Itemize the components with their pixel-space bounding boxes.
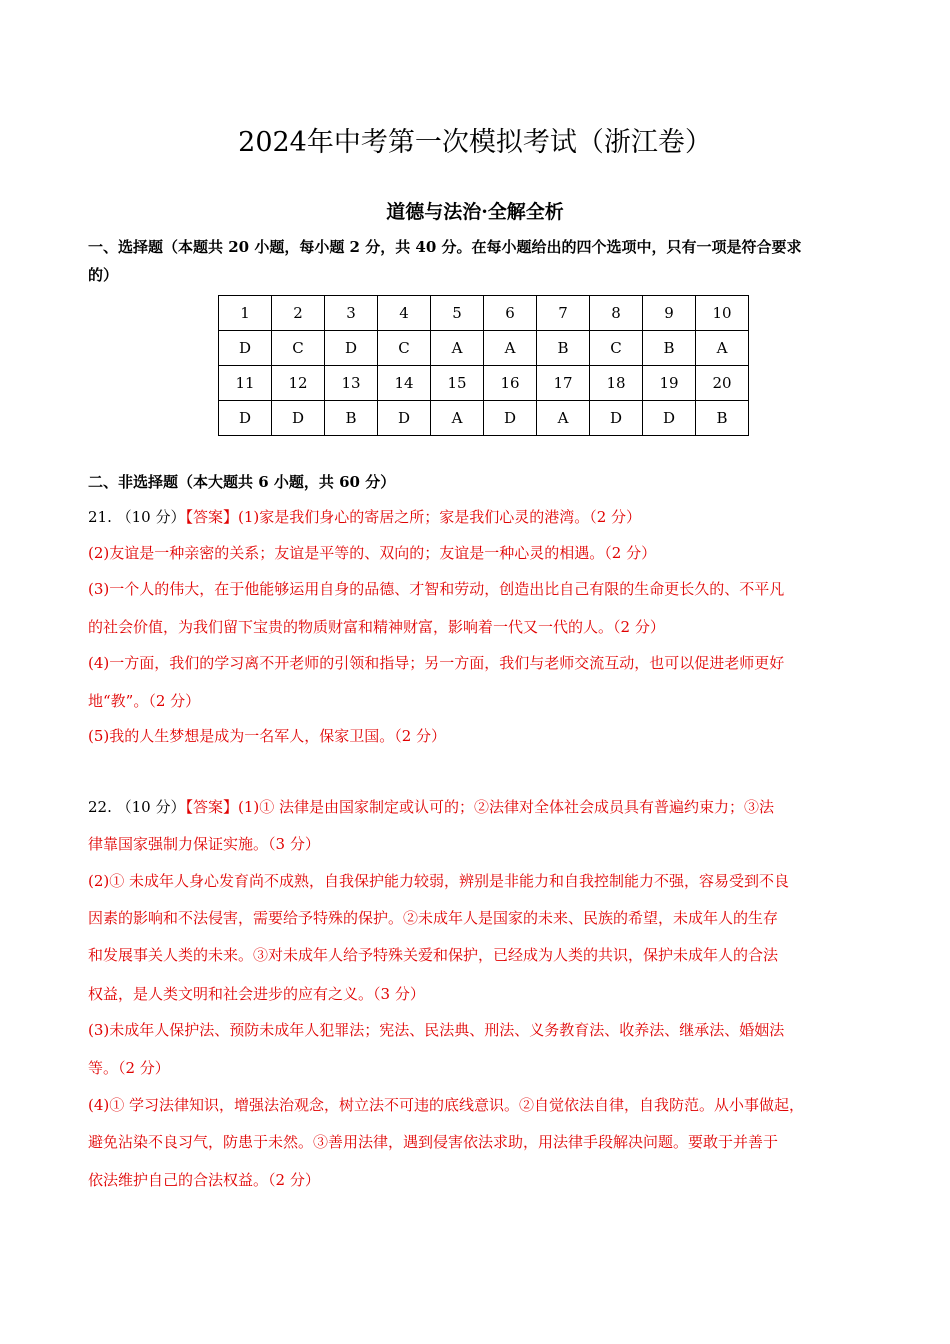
question-number-cell: 6	[484, 296, 537, 331]
page-subtitle: 道德与法治·全解全析	[386, 201, 564, 223]
answer-cell: A	[537, 401, 590, 436]
answer-cell: A	[484, 331, 537, 366]
question-number-cell: 14	[378, 366, 431, 401]
q22-line-1	[88, 796, 774, 817]
question-number-cell: 13	[325, 366, 378, 401]
answer-cell: B	[537, 331, 590, 366]
answer-cell: D	[272, 401, 325, 436]
answer-cell: D	[643, 401, 696, 436]
answer-cell: D	[219, 401, 272, 436]
answer-table-row	[219, 331, 749, 366]
q21-line-6: 地“教”。（2 分）	[88, 692, 201, 710]
question-number-cell: 19	[643, 366, 696, 401]
question-number-cell: 8	[590, 296, 643, 331]
q21-line-4: 的社会价值，为我们留下宝贵的物质财富和精神财富，影响着一代又一代的人。（2 分）	[88, 618, 665, 636]
question-number-cell: 12	[272, 366, 325, 401]
question-number-cell: 18	[590, 366, 643, 401]
answer-cell: B	[696, 401, 749, 436]
question-number-cell: 15	[431, 366, 484, 401]
question-number-cell: 2	[272, 296, 325, 331]
question-number-cell: 16	[484, 366, 537, 401]
q21-answer-text: (1)家是我们身心的寄居之所；家是我们心灵的港湾。（2 分）	[238, 508, 642, 526]
q21-answer-tag: 【答案】	[185, 508, 238, 526]
q22-line-3: (2)① 未成年人身心发育尚不成熟，自我保护能力较弱，辨别是非能力和自我控制能力不强，容易受到不良	[88, 872, 790, 890]
question-number-cell: 9	[643, 296, 696, 331]
q22-answer-text: (1)① 法律是由国家制定或认可的；②法律对全体社会成员具有普遍约束力；③法	[238, 798, 775, 816]
question-number-cell: 7	[537, 296, 590, 331]
answer-cell: A	[431, 401, 484, 436]
q21-line-3: (3)一个人的伟大，在于他能够运用自身的品德、才智和劳动，创造出比自己有限的生命更长久的、不平凡	[88, 580, 785, 598]
answer-cell: D	[590, 401, 643, 436]
answer-cell: D	[325, 331, 378, 366]
answer-cell: C	[378, 331, 431, 366]
question-number-cell: 1	[219, 296, 272, 331]
answer-table	[218, 295, 749, 436]
answer-table-row	[219, 366, 749, 401]
q21-line-7: (5)我的人生梦想是成为一名军人，保家卫国。（2 分）	[88, 727, 447, 745]
q22-line-10: 避免沾染不良习气，防患于未然。③善用法律，遇到侵害依法求助，用法律手段解决问题。要敢于并善于	[88, 1133, 779, 1151]
question-number-cell: 20	[696, 366, 749, 401]
page-title: 2024年中考第一次模拟考试（浙江卷）	[238, 127, 712, 158]
section-1-heading	[88, 233, 878, 289]
q21-line-5: (4)一方面，我们的学习离不开老师的引领和指导；另一方面，我们与老师交流互动，也可以促进老师更好	[88, 654, 785, 672]
answer-table-row	[219, 296, 749, 331]
q22-answer-tag: 【答案】	[185, 798, 238, 816]
answer-table-row	[219, 401, 749, 436]
q22-line-11: 依法维护自己的合法权益。（2 分）	[88, 1171, 320, 1189]
question-number-cell: 5	[431, 296, 484, 331]
q22-line-9: (4)① 学习法律知识，增强法治观念，树立法不可违的底线意识。②自觉依法自律，自我防范。从小事做起，	[88, 1096, 805, 1114]
answer-cell: B	[325, 401, 378, 436]
q22-line-8: 等。（2 分）	[88, 1059, 170, 1077]
q22-line-5: 和发展事关人类的未来。③对未成年人给予特殊关爱和保护，已经成为人类的共识，保护未成年人的合法	[88, 946, 779, 964]
section-1-line-2: 的）	[88, 266, 119, 284]
answer-cell: A	[696, 331, 749, 366]
question-number-cell: 10	[696, 296, 749, 331]
answer-cell: D	[378, 401, 431, 436]
answer-cell: C	[272, 331, 325, 366]
q21-line-2: (2)友谊是一种亲密的关系；友谊是平等的、双向的；友谊是一种心灵的相遇。（2 分）	[88, 544, 657, 562]
q22-line-2: 律靠国家强制力保证实施。（3 分）	[88, 835, 320, 853]
answer-cell: D	[219, 331, 272, 366]
q22-number: 22. （10 分）	[88, 798, 186, 816]
answer-cell: B	[643, 331, 696, 366]
q21-line-1	[88, 506, 641, 527]
section-1-line-1: 一、选择题（本题共 20 小题，每小题 2 分，共 40 分。在每小题给出的四个选项中，只有一项是符合要求	[88, 238, 802, 256]
q22-line-6: 权益，是人类文明和社会进步的应有之义。（3 分）	[88, 985, 425, 1003]
section-2-heading: 二、非选择题（本大题共 6 小题，共 60 分）	[88, 473, 396, 491]
q21-number: 21. （10 分）	[88, 508, 186, 526]
answer-cell: C	[590, 331, 643, 366]
answer-cell: D	[484, 401, 537, 436]
question-number-cell: 11	[219, 366, 272, 401]
q22-line-7: (3)未成年人保护法、预防未成年人犯罪法；宪法、民法典、刑法、义务教育法、收养法、继承法、婚姻法	[88, 1021, 785, 1039]
question-number-cell: 17	[537, 366, 590, 401]
answer-cell: A	[431, 331, 484, 366]
question-number-cell: 4	[378, 296, 431, 331]
q22-line-4: 因素的影响和不法侵害，需要给予特殊的保护。②未成年人是国家的未来、民族的希望，未成年人的生存	[88, 909, 779, 927]
question-number-cell: 3	[325, 296, 378, 331]
